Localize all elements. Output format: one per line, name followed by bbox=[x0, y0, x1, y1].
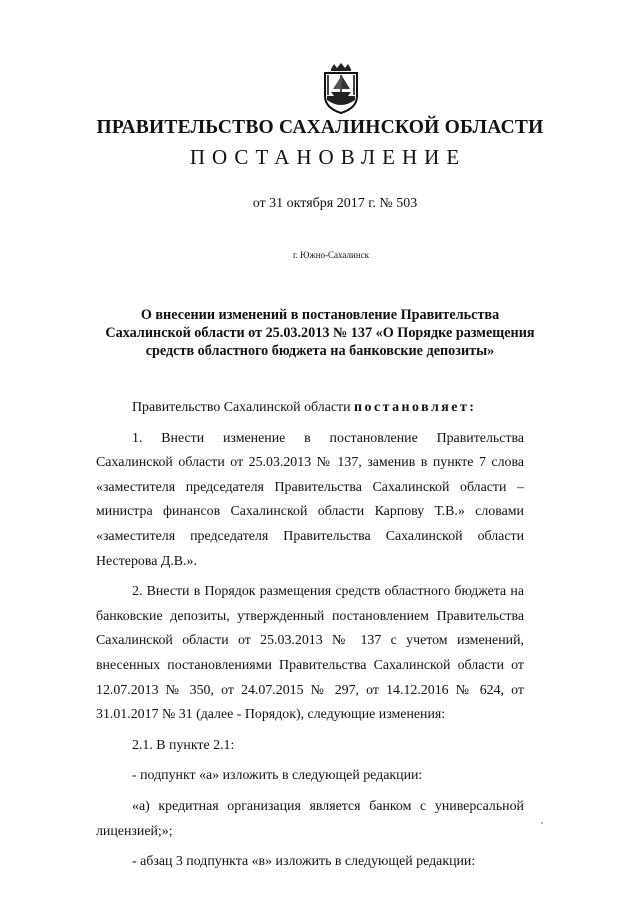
paragraph-subitem-a: - подпункт «а» изложить в следующей редакции: bbox=[132, 768, 423, 784]
document-type: ПОСТАНОВЛЕНИЕ bbox=[189, 145, 467, 169]
document-body bbox=[96, 396, 524, 875]
coat-of-arms-icon bbox=[321, 62, 361, 114]
government-title: ПРАВИТЕЛЬСТВО САХАЛИНСКОЙ ОБЛАСТИ bbox=[96, 117, 544, 138]
paragraph-subitem-v: - абзац 3 подпункта «в» изложить в следующей редакции: bbox=[132, 854, 476, 870]
intro-decree-word: постановляет: bbox=[354, 400, 477, 415]
intro-text: Правительство Сахалинской области bbox=[132, 400, 354, 415]
paragraph-2: 2. Внести в Порядок размещения средств областного бюджета на банковские депозиты, утвержденный постановлением Правительства Сахалинской области от 25.03.2013 № 137 с учетом изменений, внесенных постановлениями Правительства Сахалинской области от 12.07.2013 № 350, от 24.07.2015 № 297, от 14.12.2016 № 624, от 31.01.2017 № 31 (далее - Порядок), следующие изменения: bbox=[96, 584, 524, 723]
document-city: г. Южно-Сахалинск bbox=[292, 250, 369, 260]
document-date-number: от 31 октября 2017 г. № 503 bbox=[252, 196, 418, 211]
paragraph-2-1: 2.1. В пункте 2.1: bbox=[132, 737, 235, 753]
paragraph-1: 1. Внести изменение в постановление Правительства Сахалинской области от 25.03.2013 № 137, заменив в пункте 7 слова «заместителя председателя Правительства Сахалинской области – министра финансов Сахалинской области Карпову Т.В.» словами «заместителя председателя Правительства Сахалинской области Нестерова Д.В.». bbox=[96, 430, 524, 569]
document-subject: О внесении изменений в постановление Правительства Сахалинской области от 25.03.2013 № 137 «О Порядке размещения средств областного бюджета на банковские депозиты» bbox=[105, 307, 535, 359]
intro-paragraph bbox=[96, 396, 524, 421]
paragraph-subitem-a-text: «а) кредитная организация является банком с универсальной лицензией;»; bbox=[96, 798, 524, 839]
scan-speck bbox=[541, 822, 543, 824]
